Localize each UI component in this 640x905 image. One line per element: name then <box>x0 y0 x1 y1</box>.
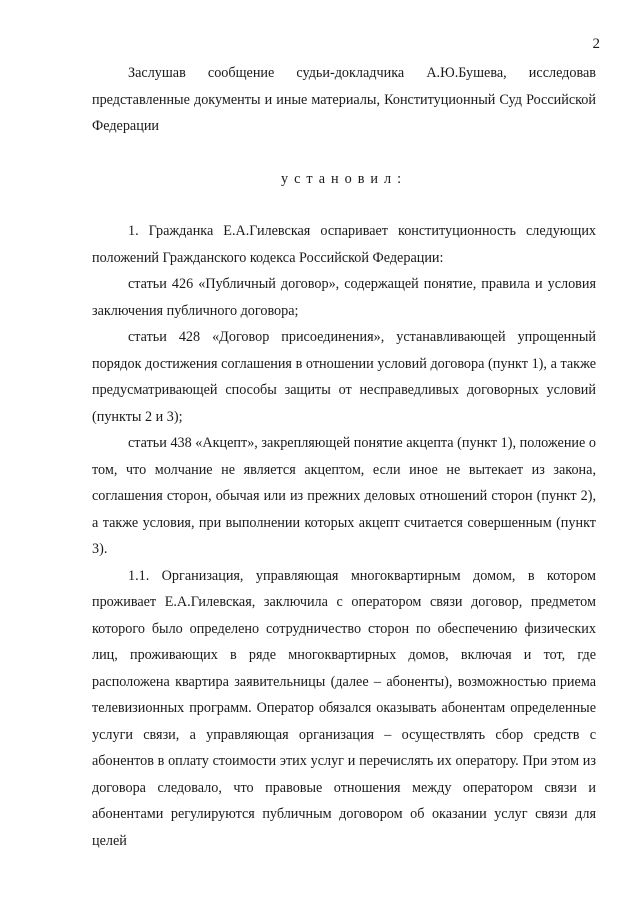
section-heading: установил: <box>280 170 408 187</box>
page-number: 2 <box>592 36 600 52</box>
paragraph-article-428: статьи 428 «Договор присоединения», устанавливающей упрощенный порядок достижения соглашения в отношении условий договора (пункт 1), а также предусматривающей способы защиты от несправедливых договорных условий (пункты 2 и 3); <box>92 329 596 425</box>
paragraph-1: 1. Гражданка Е.А.Гилевская оспаривает конституционность следующих положений Гражданского кодекса Российской Федерации: <box>92 223 596 266</box>
paragraph-article-426: статьи 426 «Публичный договор», содержащей понятие, правила и условия заключения публичного договора; <box>92 276 596 319</box>
paragraph-article-438: статьи 438 «Акцепт», закрепляющей понятие акцепта (пункт 1), положение о том, что молчание не является акцептом, если иное не вытекает из закона, соглашения сторон, обычая или из прежних деловых отношений сторон (пункт 2), а также условия, при выполнении которых акцепт считается совершенным (пункт 3). <box>92 435 596 557</box>
intro-paragraph: Заслушав сообщение судьи-докладчика А.Ю.Бушева, исследовав представленные документы и иные материалы, Конституционный Суд Российской Федерации <box>92 65 596 134</box>
document-body <box>92 60 596 854</box>
paragraph-1-1: 1.1. Организация, управляющая многоквартирным домом, в котором проживает Е.А.Гилевская, заключила с оператором связи договор, предметом которого было определено сотрудничество сторон по обеспечению физических лиц, проживающих в ряде многоквартирных домов, включая и тот, где расположена квартира заявительницы (далее – абоненты), возможностью приема телевизионных программ. Оператор обязался оказывать абонентам определенные услуги связи, а управляющая организация – осуществлять сбор средств с абонентов в оплату стоимости этих услуг и перечислять их оператору. При этом из договора следовало, что правовые отношения между оператором связи и абонентами регулируются публичным договором об оказании услуг связи для целей <box>92 567 596 849</box>
